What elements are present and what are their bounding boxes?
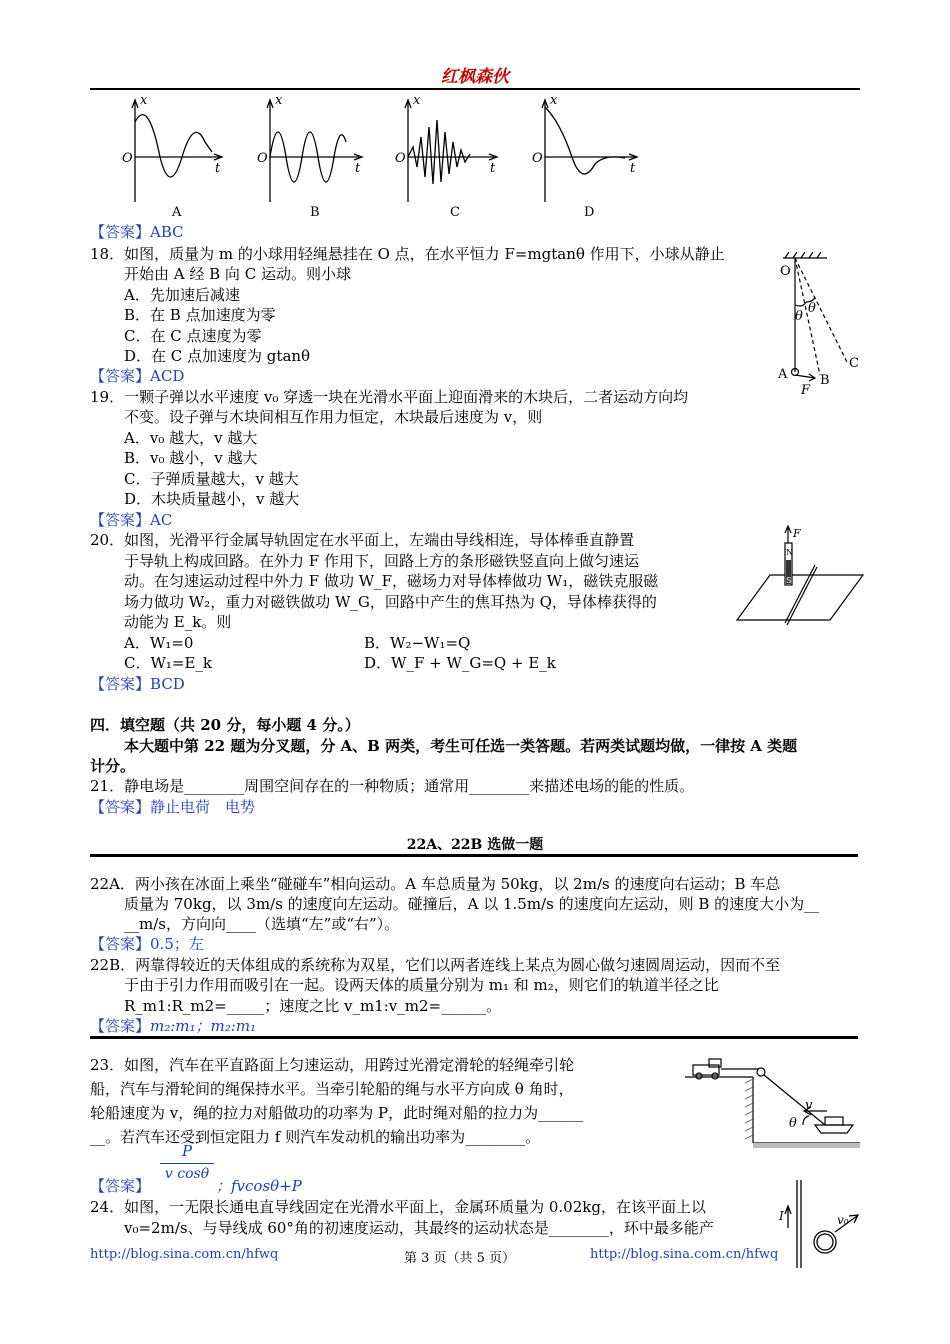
q18-fig-label-b: B <box>820 373 830 388</box>
footer-page-number: 第 3 页（共 5 页） <box>404 1251 516 1266</box>
q23-stem-line3: 轮船速度为 v，绳的拉力对船做功的功率为 P，此时绳对船的拉力为______ <box>90 1104 584 1122</box>
q19-option-d: D．木块质量越小，v 越大 <box>124 490 300 508</box>
q20-stem-line1: 20．如图，光滑平行金属导轨固定在水平面上，左端由导线相连，导体棒垂直静置 <box>90 531 635 549</box>
q22-header-rule <box>90 854 858 857</box>
q23-answer-rest: ；fvcosθ+P <box>216 1177 302 1195</box>
q18-stem-line2: 开始由 A 经 B 向 C 运动。则小球 <box>124 265 351 283</box>
q23-stem-line4: __。若汽车还受到恒定阻力 f 则汽车发动机的输出功率为________。 <box>90 1128 541 1146</box>
q23-fraction-denominator: v cosθ <box>164 1166 210 1182</box>
graph-a-t-label: t <box>215 161 221 176</box>
section4-title: 四．填空题（共 20 分，每小题 4 分。） <box>90 716 360 734</box>
section4-note-line2: 计分。 <box>90 757 136 775</box>
q20-fig-label-n: N <box>786 548 793 557</box>
q23-fig-label-v: v <box>805 1098 813 1113</box>
q18-fig-label-c: C <box>849 356 859 371</box>
graph-a-x-label: x <box>140 93 148 108</box>
q19-answer: 【答案】AC <box>90 511 173 529</box>
q20-option-a: A．W₁=0 <box>124 634 194 652</box>
graph-c-x-label: x <box>413 93 421 108</box>
q20-option-b: B．W₂−W₁=Q <box>364 634 471 652</box>
q18-option-a: A．先加速后减速 <box>124 286 240 304</box>
q22b-stem-line2: 于由于引力作用而吸引在一起。设两天体的质量分别为 m₁ 和 m₂，则它们的轨道半径之比 <box>124 976 719 994</box>
graph-c-t-label: t <box>490 161 496 176</box>
q19-stem-line1: 19．一颗子弹以水平速度 v₀ 穿透一块在光滑水平面上迎面滑来的木块后，二者运动方向均 <box>90 388 689 406</box>
q21-answer: 【答案】静止电荷 电势 <box>90 798 256 816</box>
graph-d-x-label: x <box>550 93 558 108</box>
q17-answer: 【答案】ABC <box>90 223 184 241</box>
q21-stem: 21．静电场是________周围空间存在的一种物质；通常用________来描述电场的能的性质。 <box>90 777 695 795</box>
q19-option-b: B．v₀ 越小，v 越大 <box>124 449 258 467</box>
q22b-answer: 【答案】m₂:m₁；m₂:m₁ <box>90 1017 257 1035</box>
q24-stem-line1: 24．如图，一无限长通电直导线固定在光滑水平面上，金属环质量为 0.02kg，在该平面上以 <box>90 1198 706 1216</box>
q20-option-d: D．W_F + W_G=Q + E_k <box>364 654 556 672</box>
q19-option-c: C．子弹质量越大，v 越大 <box>124 470 299 488</box>
graph-d-label: D <box>584 205 595 220</box>
graph-b-x-label: x <box>275 93 283 108</box>
q23-fig-label-theta: θ <box>789 1116 797 1131</box>
q24-fig-label-v0: v₀ <box>837 1213 849 1227</box>
q18-fig-theta-2: θ <box>808 301 816 316</box>
q20-stem-line2: 于导轨上构成回路。在外力 F 作用下，回路上方的条形磁铁竖直向上做匀速运 <box>124 552 639 570</box>
q18-answer: 【答案】ACD <box>90 367 185 385</box>
q22-choice-header: 22A、22B 选做一题 <box>406 837 544 853</box>
q22b-stem-line1: 22B．两靠得较近的天体组成的系统称为双星，它们以两者连线上某点为圆心做匀速圆周运动，因而不至 <box>90 956 781 974</box>
q20-option-c: C．W₁=E_k <box>124 654 213 672</box>
q24-wire-ring-figure <box>775 1180 865 1270</box>
q22b-stem-line3: R_m1:R_m2=_____；速度之比 v_m1:v_m2=______。 <box>124 997 502 1015</box>
q24-fig-label-i: I <box>779 1209 784 1223</box>
q19-stem-line2: 不变。设子弹与木块间相互作用力恒定，木块最后速度为 v，则 <box>124 408 543 426</box>
q20-fig-label-s: S <box>786 576 792 585</box>
q22a-answer: 【答案】0.5；左 <box>90 935 204 953</box>
q23-answer-fraction <box>160 1142 214 1182</box>
q24-stem-line2: v₀=2m/s、与导线成 60°角的初速度运动，其最终的运动状态是________，环中最多能产 <box>124 1219 714 1237</box>
graph-a-label: A <box>172 205 182 220</box>
q22a-stem-line1: 22A．两小孩在冰面上乘坐“碰碰车”相向运动。A 车总质量为 50kg，以 2m/s 的速度向右运动；B 车总 <box>90 875 781 893</box>
q20-rail-magnet-figure <box>735 525 865 635</box>
q22a-stem-line3: __m/s，方向向____（选填“左”或“右”）。 <box>124 915 400 933</box>
graph-d-t-label: t <box>630 161 636 176</box>
graph-b-origin: O <box>257 151 268 166</box>
footer-left-url[interactable]: http://blog.sina.com.cn/hfwq <box>90 1247 279 1262</box>
q18-fig-label-f: F <box>801 383 811 398</box>
footer-right-url[interactable]: http://blog.sina.com.cn/hfwq <box>590 1247 779 1262</box>
q18-fig-label-a: A <box>778 367 788 382</box>
q18-fig-theta-1: θ <box>795 309 803 324</box>
q22-footer-rule <box>90 1036 858 1039</box>
graph-b-label: B <box>310 205 320 220</box>
header-logo: 红枫森伙 <box>441 67 509 87</box>
graph-c-origin: O <box>395 151 406 166</box>
graph-a-origin: O <box>122 151 133 166</box>
q23-fraction-numerator: P <box>160 1142 214 1164</box>
header-rule <box>90 88 860 90</box>
q18-pendulum-figure <box>775 250 865 400</box>
graph-d-origin: O <box>532 151 543 166</box>
q18-fig-label-o: O <box>780 264 791 279</box>
q23-stem-line1: 23．如图，汽车在平直路面上匀速运动，用跨过光滑定滑轮的轻绳牵引轮 <box>90 1056 575 1074</box>
q23-pulley-figure <box>685 1055 860 1150</box>
q23-stem-line2: 船，汽车与滑轮间的绳保持水平。当牵引轮船的绳与水平方向成 θ 角时， <box>90 1080 574 1098</box>
q20-stem-line4: 场力做功 W₂，重力对磁铁做功 W_G，回路中产生的焦耳热为 Q，导体棒获得的 <box>124 593 657 611</box>
graph-b-t-label: t <box>355 161 361 176</box>
q19-option-a: A．v₀ 越大，v 越大 <box>124 429 258 447</box>
q20-stem-line3: 动。在匀速运动过程中外力 F 做功 W_F，磁场力对导体棒做功 W₁，磁铁克服磁 <box>124 572 659 590</box>
q18-stem-line1: 18．如图，质量为 m 的小球用轻绳悬挂在 O 点，在水平恒力 F=mgtanθ 作用下，小球从静止 <box>90 245 725 263</box>
q17-graphs <box>110 92 650 222</box>
q18-option-d: D．在 C 点加速度为 gtanθ <box>124 347 311 365</box>
section4-note-line1: 本大题中第 22 题为分叉题，分 A、B 两类，考生可任选一类答题。若两类试题均做，一律按 A 类题 <box>124 737 798 755</box>
q20-answer: 【答案】BCD <box>90 675 185 693</box>
q22a-stem-line2: 质量为 70kg，以 3m/s 的速度向左运动。碰撞后，A 以 1.5m/s 的速度向左运动，则 B 的速度大小为__ <box>124 895 820 913</box>
q18-option-c: C．在 C 点速度为零 <box>124 327 262 345</box>
q20-stem-line5: 动能为 E_k。则 <box>124 613 232 631</box>
q23-answer: 【答案】 <box>90 1177 151 1195</box>
graph-c-label: C <box>450 205 460 220</box>
q20-fig-label-f: F <box>793 527 801 540</box>
q18-option-b: B．在 B 点加速度为零 <box>124 306 276 324</box>
